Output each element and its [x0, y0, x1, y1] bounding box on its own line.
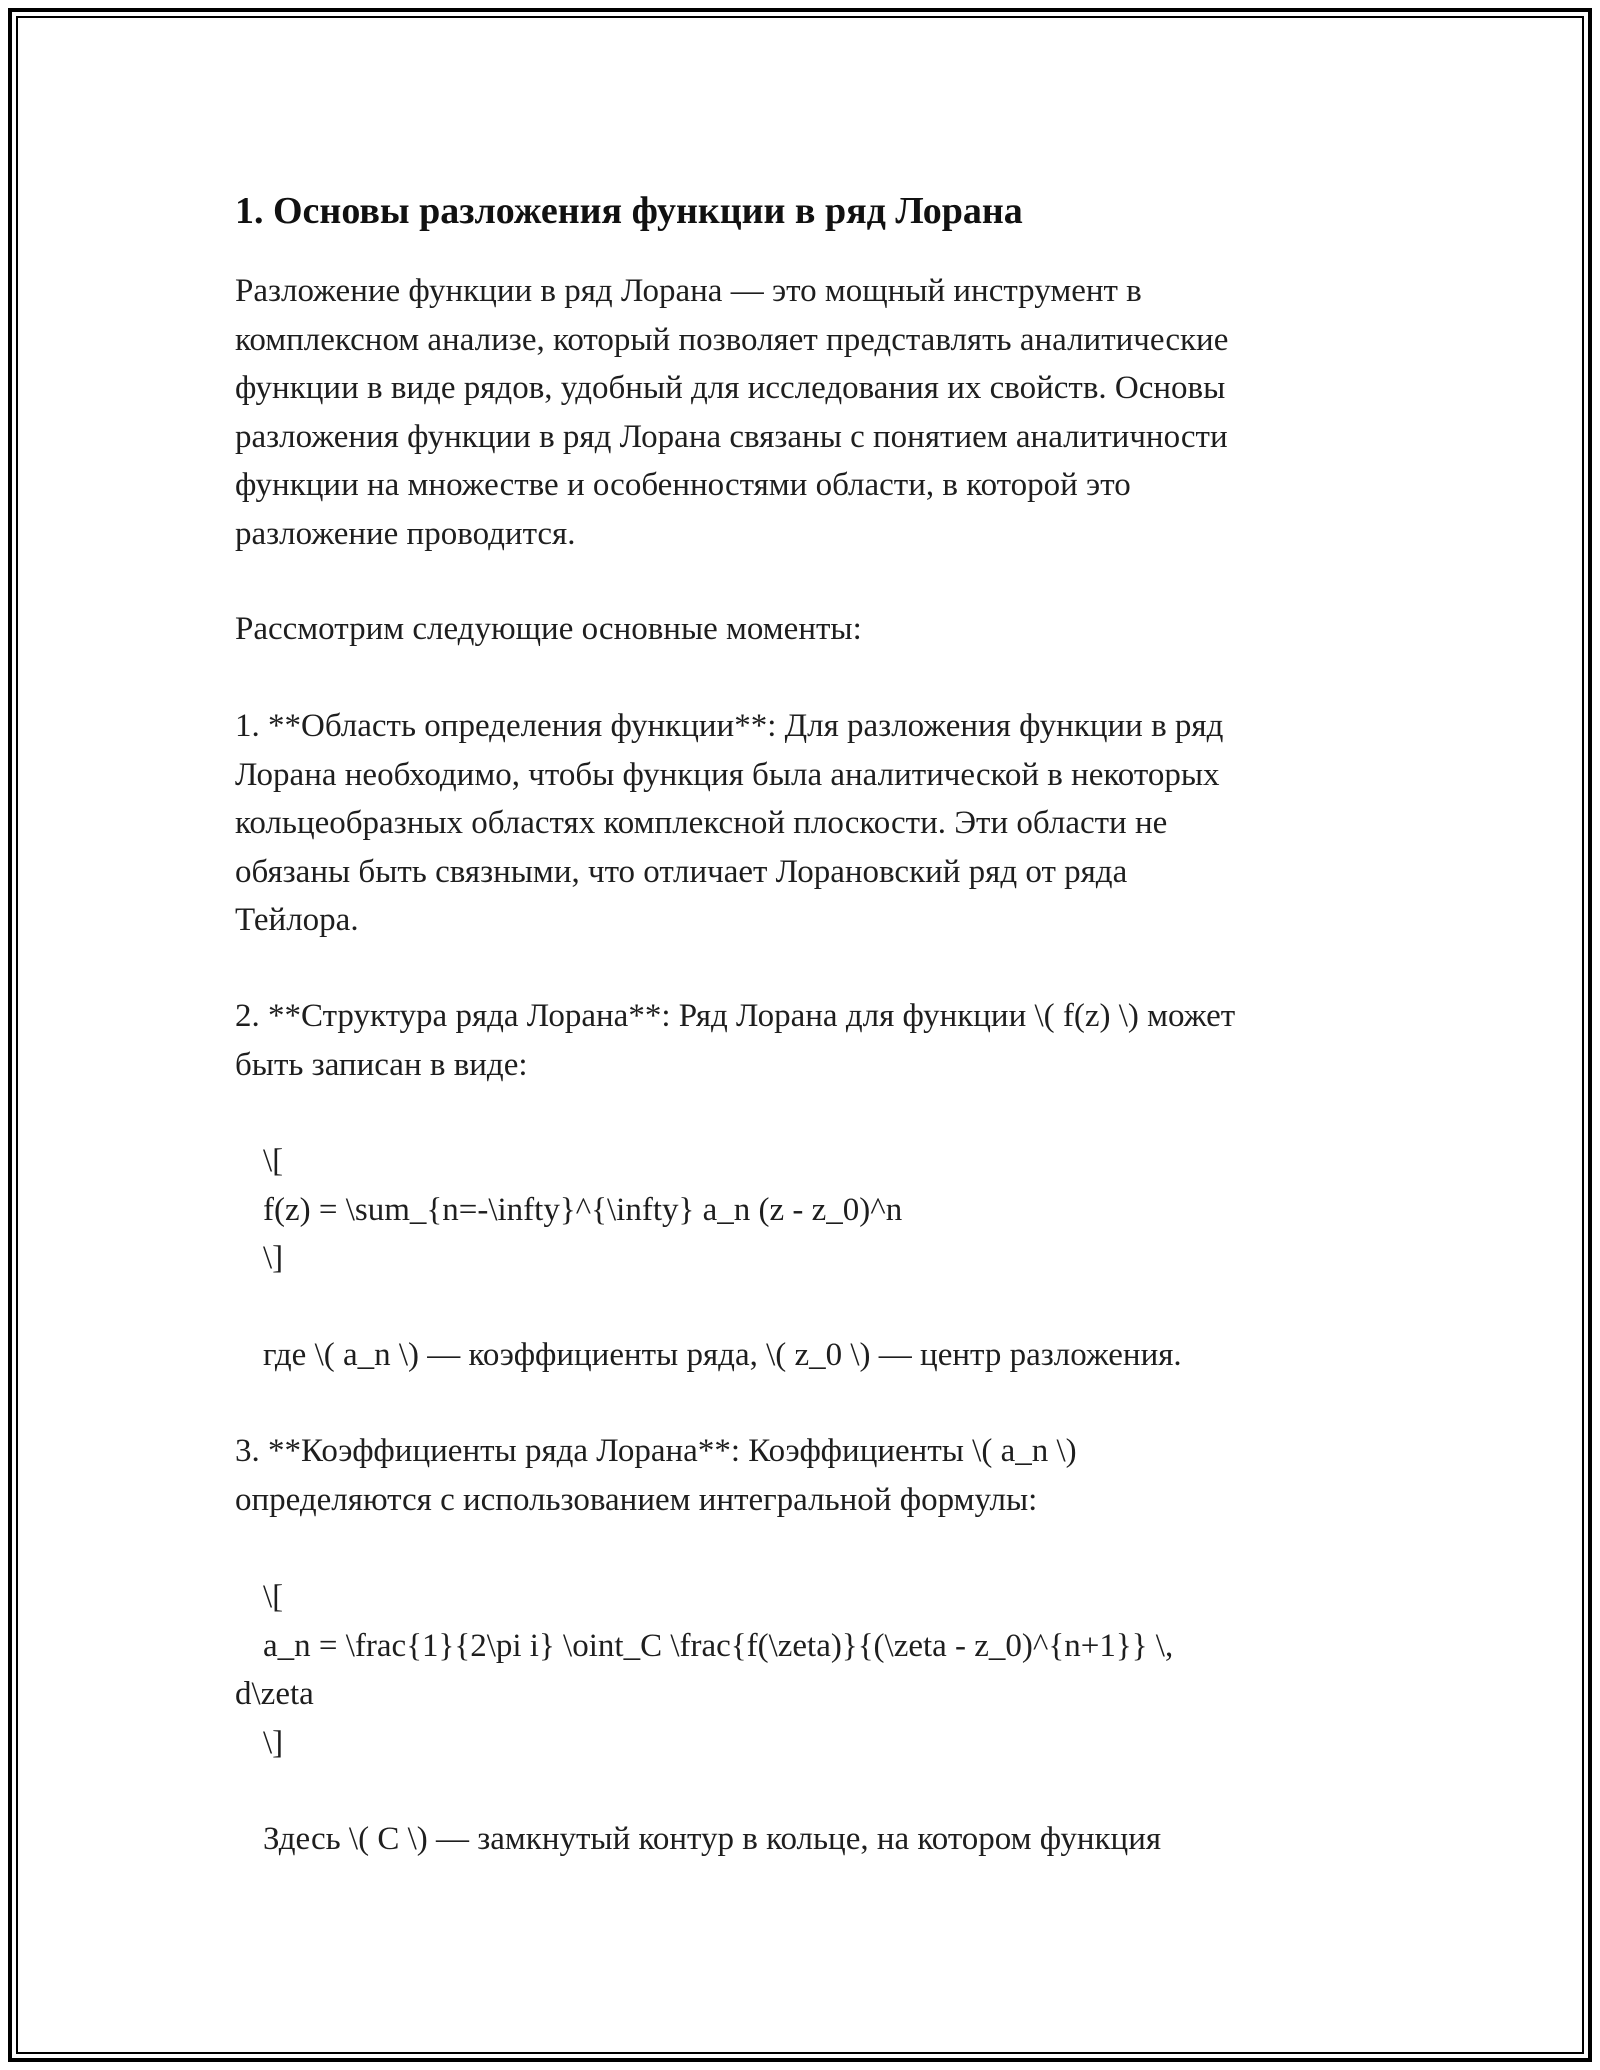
- consider-paragraph: [235, 605, 1375, 654]
- list-item-3: [235, 1427, 1375, 1524]
- formula-block-2: [235, 1573, 1375, 1767]
- text-line: комплексном анализе, который позволяет представлять аналитические: [235, 321, 1229, 358]
- where-note: [235, 1331, 1403, 1380]
- formula-line: \[: [263, 1143, 284, 1179]
- formula-block-1: [235, 1137, 1403, 1283]
- text-line: разложение проводится.: [235, 515, 576, 552]
- list-item-2: [235, 992, 1375, 1089]
- formula-line: a_n = \frac{1}{2\pi i} \oint_C \frac{f(\zeta)}{(\zeta - z_0)^{n+1}} \,: [263, 1627, 1174, 1664]
- formula-line: \]: [263, 1240, 284, 1276]
- section-heading: 1. Основы разложения функции в ряд Лорана: [235, 190, 1023, 232]
- text-line: Здесь \( C \) — замкнутый контур в кольце, на котором функция: [263, 1821, 1162, 1857]
- list-item-1: [235, 702, 1375, 945]
- text-line: обязаны быть связными, что отличает Лорановский ряд от ряда: [235, 853, 1128, 890]
- text-line: 1. **Область определения функции**: Для разложения функции в ряд: [235, 708, 1224, 744]
- text-line: Лорана необходимо, чтобы функция была аналитической в некоторых: [235, 756, 1220, 793]
- text-line: где \( a_n \) — коэффициенты ряда, \( z_0 \) — центр разложения.: [263, 1337, 1182, 1373]
- text-line: функции в виде рядов, удобный для исследования их свойств. Основы: [235, 370, 1226, 406]
- text-line: 3. **Коэффициенты ряда Лорана**: Коэффициенты \( a_n \): [235, 1433, 1077, 1469]
- text-line: определяются с использованием интегральной формулы:: [235, 1481, 1038, 1518]
- here-note: [235, 1815, 1403, 1864]
- text-line: разложения функции в ряд Лорана связаны с понятием аналитичности: [235, 418, 1228, 455]
- text-line: Рассмотрим следующие основные моменты:: [235, 611, 862, 647]
- formula-line: f(z) = \sum_{n=-\infty}^{\infty} a_n (z - z_0)^n: [263, 1191, 903, 1228]
- formula-line: \[: [263, 1579, 284, 1615]
- text-line: функции на множестве и особенностями области, в которой это: [235, 467, 1131, 503]
- text-line: кольцеобразных областях комплексной плоскости. Эти области не: [235, 805, 1168, 841]
- text-line: 2. **Структура ряда Лорана**: Ряд Лорана для функции \( f(z) \) может: [235, 998, 1236, 1034]
- text-line: Разложение функции в ряд Лорана — это мощный инструмент в: [235, 273, 1142, 309]
- formula-line: d\zeta: [235, 1676, 314, 1712]
- text-line: Тейлора.: [235, 902, 359, 938]
- intro-paragraph: [235, 267, 1375, 558]
- formula-line: \]: [263, 1724, 284, 1761]
- text-line: быть записан в виде:: [235, 1046, 528, 1083]
